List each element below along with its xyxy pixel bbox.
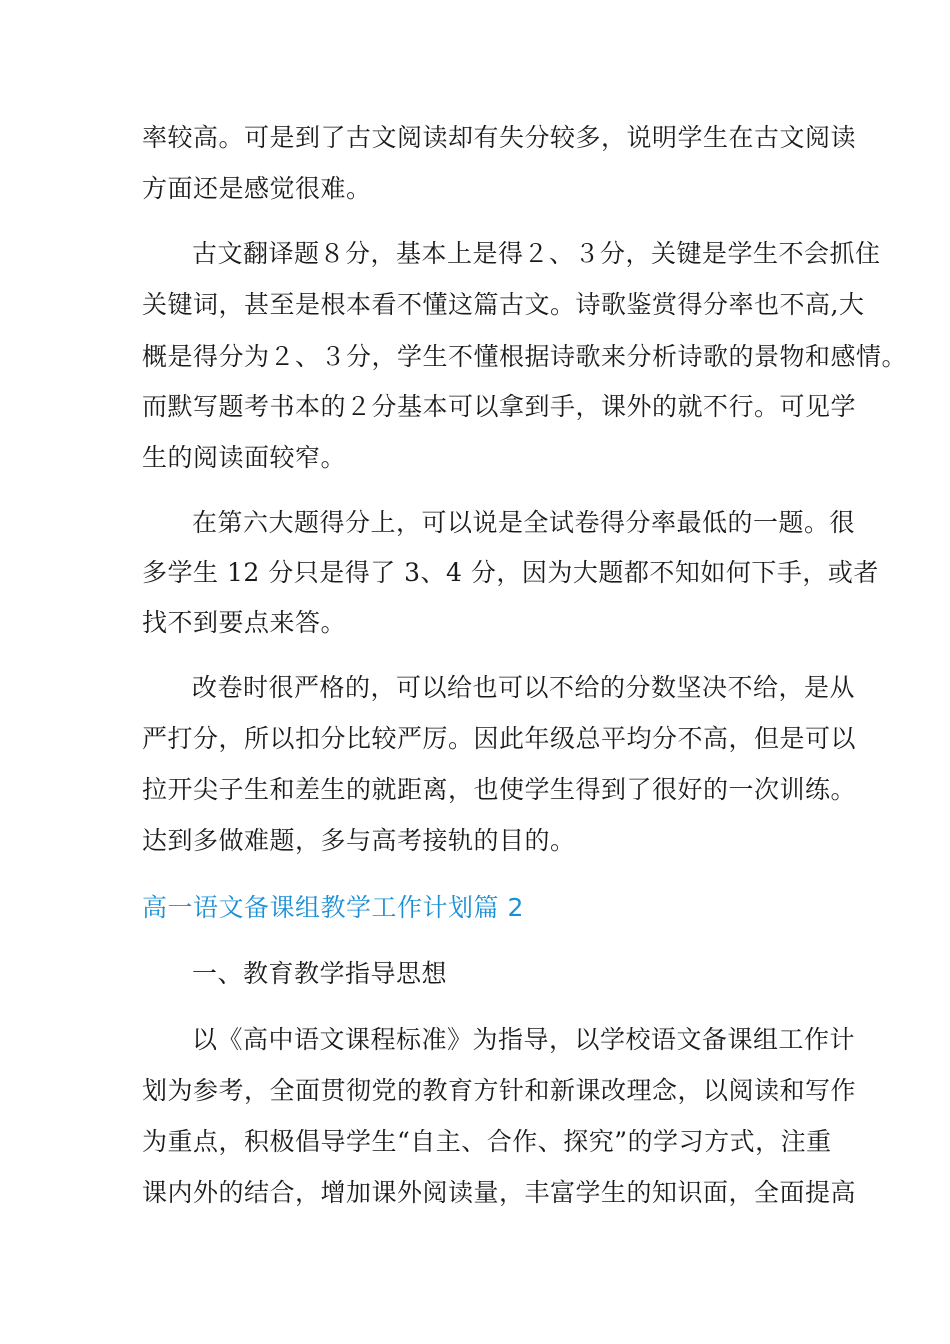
paragraph-line: 古文翻译题８分，基本上是得２、３分，关键是学生不会抓住	[192, 239, 881, 268]
paragraph-line: 找不到要点来答。	[142, 608, 347, 637]
paragraph-line: 率较高。可是到了古文阅读却有失分较多，说明学生在古文阅读	[142, 123, 857, 152]
paragraph-line: 改卷时很严格的，可以给也可以不给的分数坚决不给，是从	[192, 673, 856, 702]
paragraph-line: 概是得分为２、３分，学生不懂根据诗歌来分析诗歌的景物和感情。	[142, 342, 908, 371]
subheading: 一、教育教学指导思想	[192, 959, 448, 988]
paragraph-line: 方面还是感觉很难。	[142, 174, 372, 203]
paragraph-line: 以《高中语文课程标准》为指导，以学校语文备课组工作计	[192, 1025, 856, 1054]
paragraph-line: 达到多做难题，多与高考接轨的目的。	[142, 826, 576, 855]
paragraph-line: 划为参考，全面贯彻党的教育方针和新课改理念，以阅读和写作	[142, 1076, 857, 1105]
paragraph-line: 在第六大题得分上，可以说是全试卷得分率最低的一题。很	[192, 508, 856, 537]
paragraph-line: 关键词，甚至是根本看不懂这篇古文。诗歌鉴赏得分率也不高,大	[142, 290, 865, 319]
paragraph-line: 而默写题考书本的２分基本可以拿到手，课外的就不行。可见学	[142, 392, 857, 421]
paragraph-line: 多学生 12 分只是得了 3、4 分，因为大题都不知如何下手，或者	[142, 558, 879, 587]
paragraph-line: 为重点，积极倡导学生“自主、合作、探究”的学习方式，注重	[142, 1127, 832, 1156]
paragraph-line: 生的阅读面较窄。	[142, 443, 347, 472]
paragraph-line: 课内外的结合，增加课外阅读量，丰富学生的知识面，全面提高	[142, 1178, 857, 1207]
section-heading: 高一语文备课组教学工作计划篇 2	[142, 893, 524, 922]
paragraph-line: 严打分，所以扣分比较严厉。因此年级总平均分不高，但是可以	[142, 724, 857, 753]
paragraph-line: 拉开尖子生和差生的就距离，也使学生得到了很好的一次训练。	[142, 775, 857, 804]
